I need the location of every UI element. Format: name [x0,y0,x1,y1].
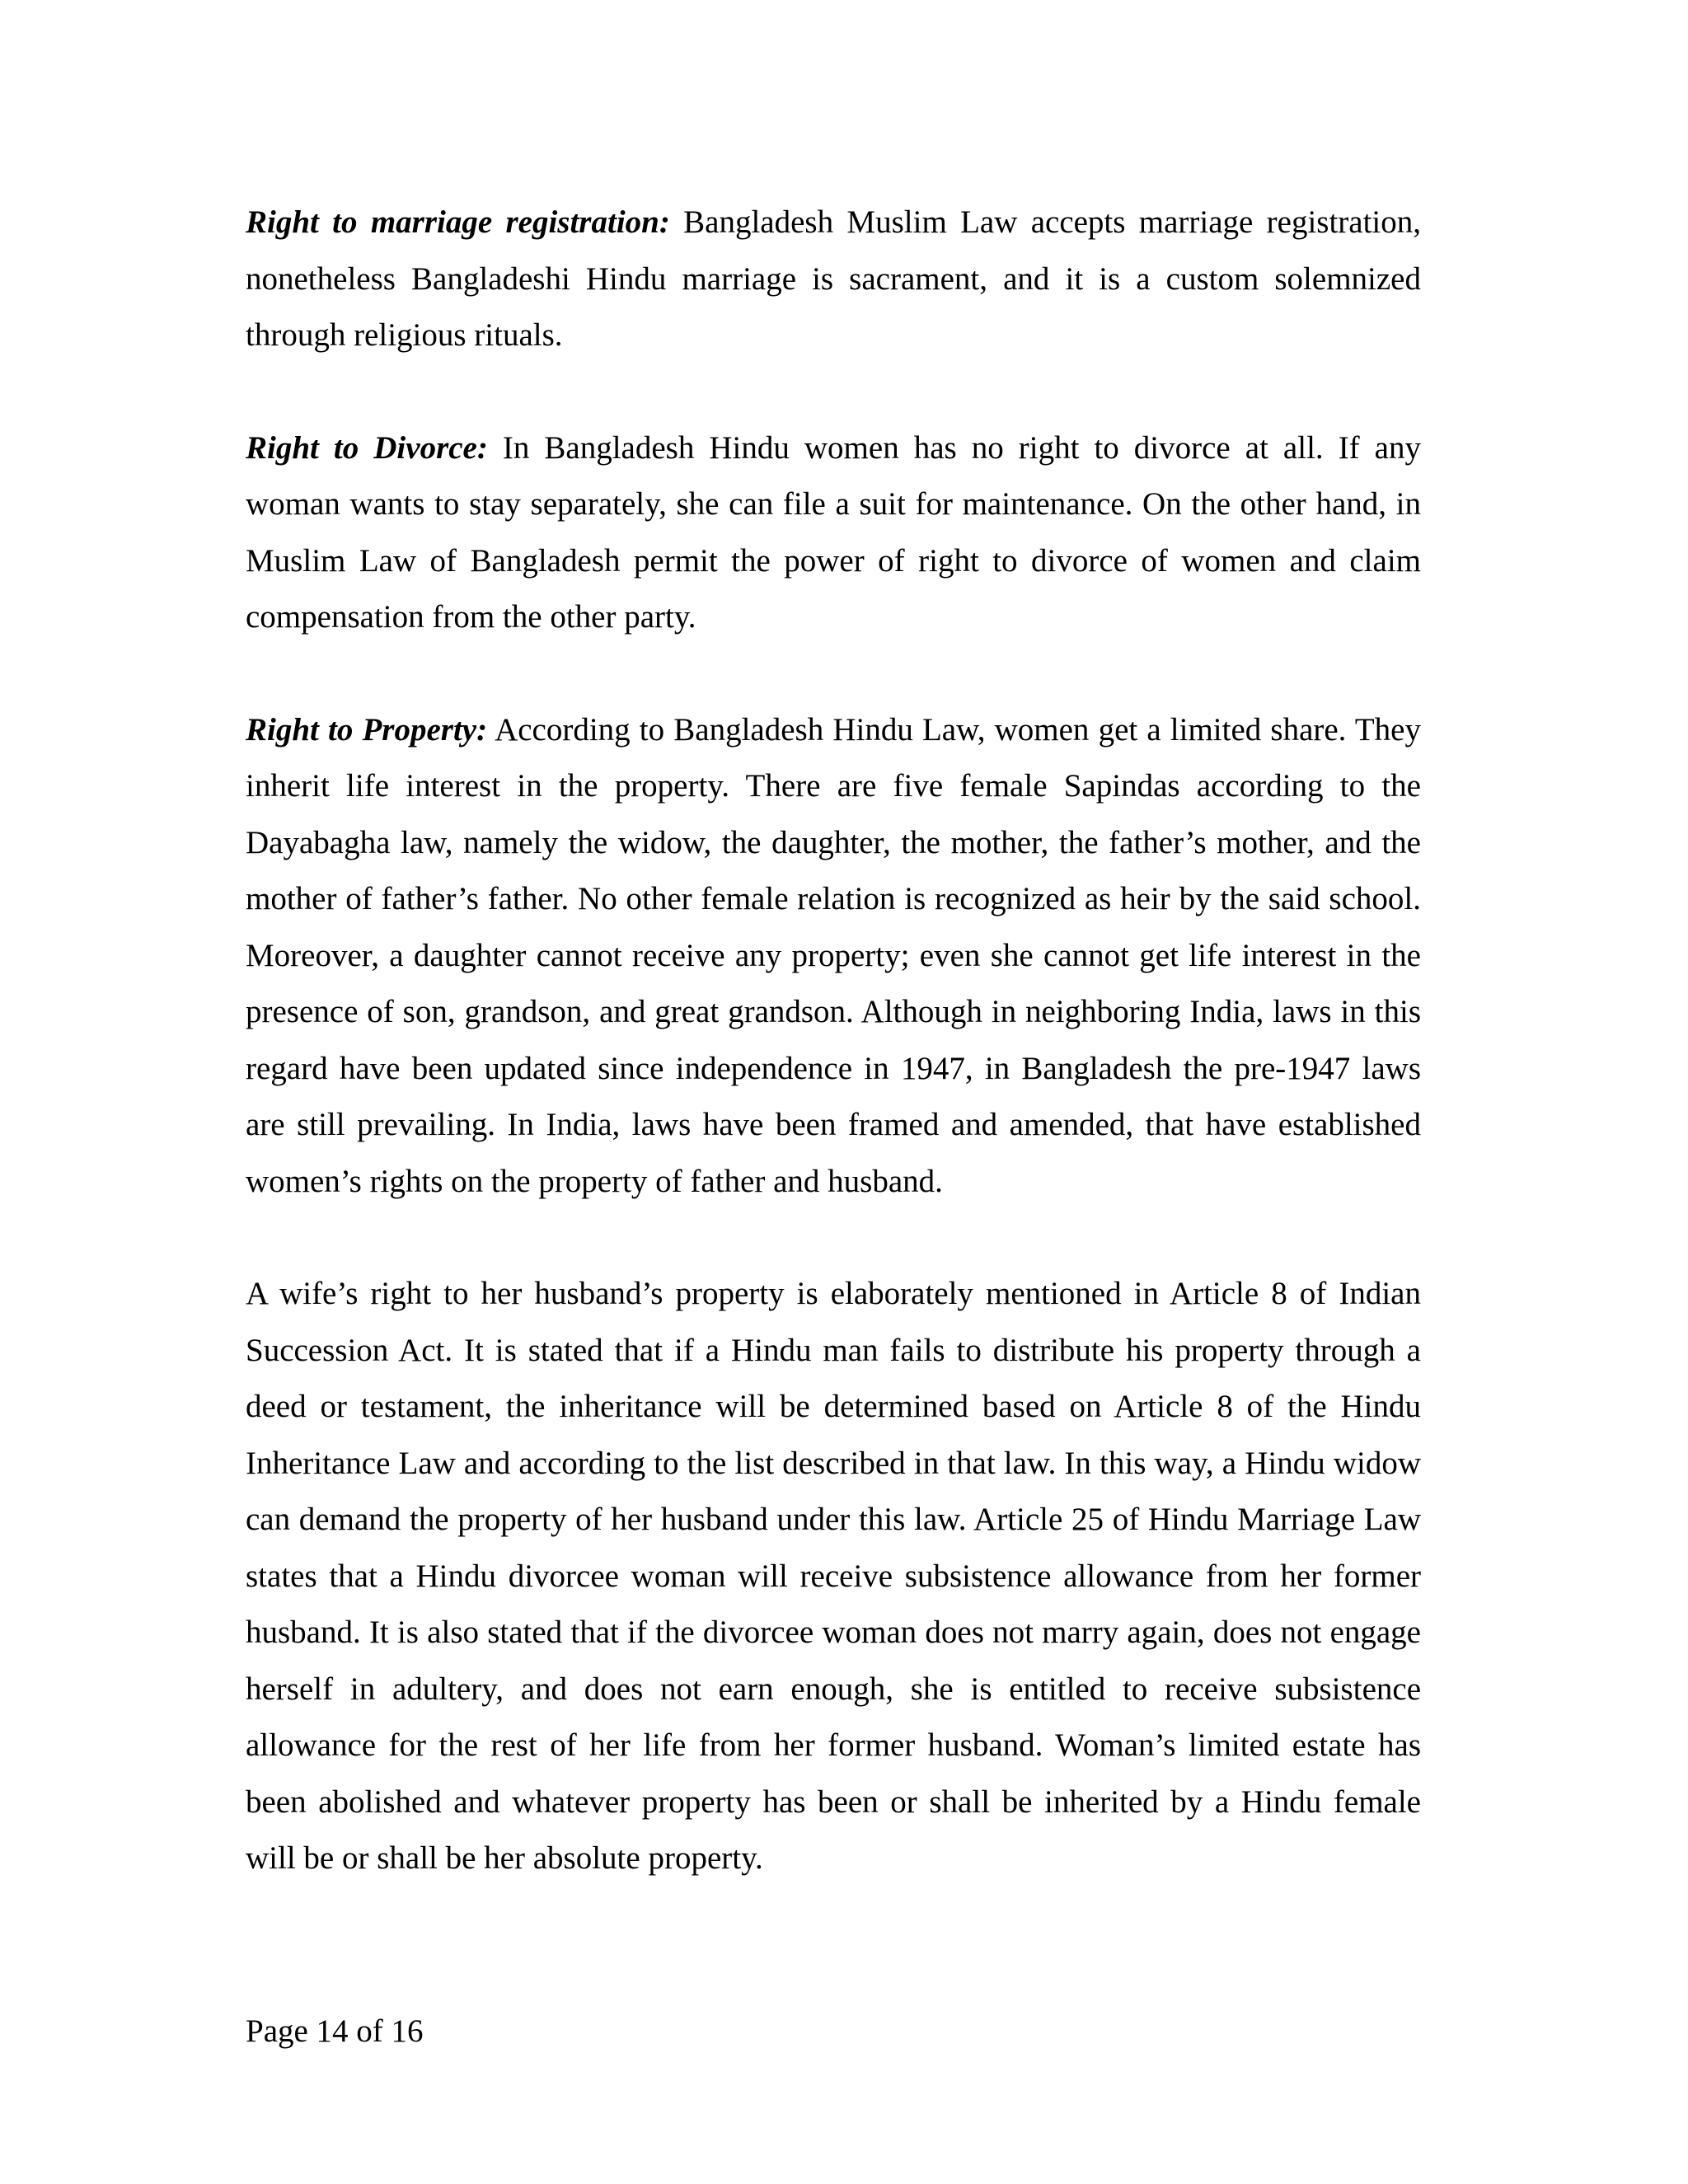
paragraph-marriage-registration [246,194,1421,364]
paragraph-heading: Right to marriage registration: [246,204,670,240]
paragraph-text: In Bangladesh Hindu women has no right to divorce at all. If any woman wants to stay separately, she can file a suit for maintenance. On the other hand, in Muslim Law of Bangladesh permit the power of right to divorce of women and claim compensation from the other party. [246,429,1421,635]
paragraph-property [246,702,1421,1211]
paragraph-text: According to Bangladesh Hindu Law, women get a limited share. They inherit life interest in the property. There are five female Sapindas according to the Dayabagha law, namely the widow, the daughter, the mother, the father’s mother, and the mother of father’s father. No other female relation is recognized as heir by the said school. Moreover, a daughter cannot receive any property; even she cannot get life interest in the presence of son, grandson, and great grandson. Although in neighboring India, laws in this regard have been updated since independence in 1947, in Bangladesh the pre-1947 laws are still prevailing. In India, laws have been framed and amended, that have established women’s rights on the property of father and husband. [246,711,1421,1199]
paragraph-divorce [246,420,1421,646]
paragraph-heading: Right to Property: [246,711,488,748]
paragraph-text: A wife’s right to her husband’s property is elaborately mentioned in Article 8 of Indian Succession Act. It is stated that if a Hindu man fails to distribute his property through a deed or testament, the inheritance will be determined based on Article 8 of the Hindu Inheritance Law and according to the list described in that law. In this way, a Hindu widow can demand the property of her husband under this law. Article 25 of Hindu Marriage Law states that a Hindu divorcee woman will receive subsistence allowance from her former husband. It is also stated that if the divorcee woman does not marry again, does not engage herself in adultery, and does not earn enough, she is entitled to receive subsistence allowance for the rest of her life from her former husband. Woman’s limited estate has been abolished and whatever property has been or shall be inherited by a Hindu female will be or shall be her absolute property. [246,1276,1421,1876]
document-body [246,194,1421,1943]
paragraph-heading: Right to Divorce: [246,429,488,466]
page-number-footer: Page 14 of 16 [246,2013,424,2049]
paragraph-text: Bangladesh Muslim Law accepts marriage registration, nonetheless Bangladeshi Hindu marriage is sacrament, and it is a custom solemnized through religious rituals. [246,204,1422,353]
paragraph-wife-right [246,1266,1421,1887]
